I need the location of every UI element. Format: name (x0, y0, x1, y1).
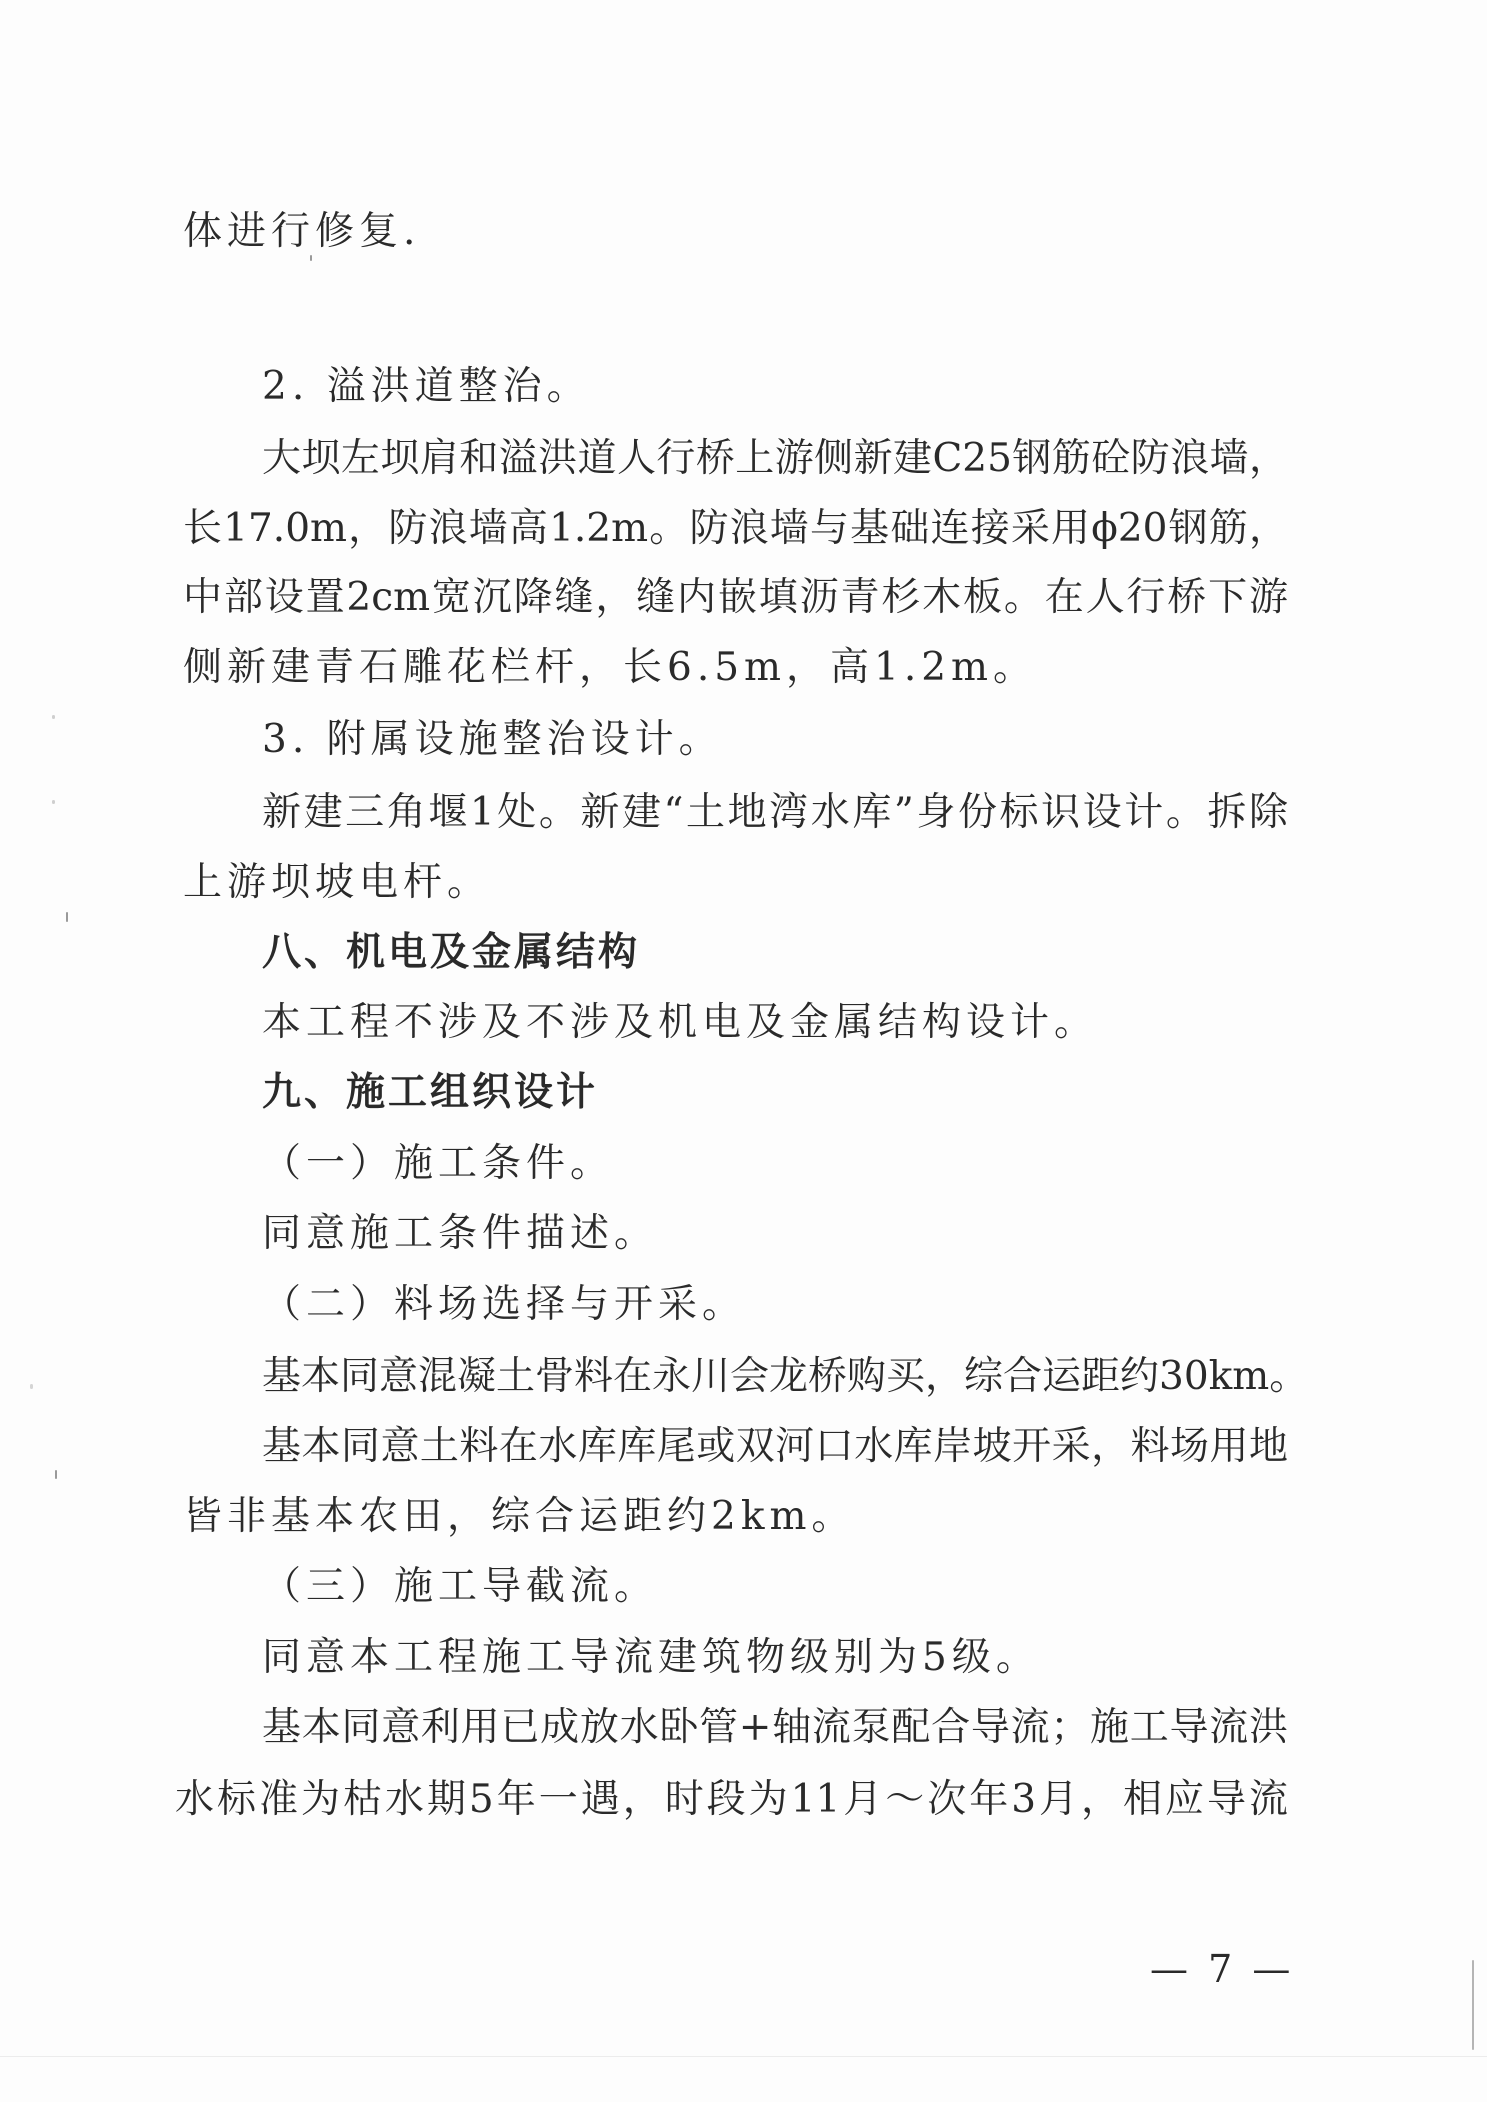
paragraph-line: 长17.0m，防浪墙高1.2m。防浪墙与基础连接采用ϕ20钢筋， (183, 506, 1288, 551)
paragraph-line: 基本同意混凝土骨料在永川会龙桥购买，综合运距约30km。 (262, 1354, 1309, 1399)
scan-speck (30, 1384, 33, 1389)
paragraph-line: 基本同意土料在水库库尾或双河口水库岸坡开采，料场用地 (262, 1424, 1288, 1469)
section-item-2: 2. 溢洪道整治。 (262, 364, 591, 409)
scan-speck (1472, 1960, 1474, 2050)
scan-speck (52, 715, 55, 719)
subsection-heading-3: （三）施工导截流。 (262, 1564, 659, 1609)
section-heading-9: 九、施工组织设计 (262, 1070, 599, 1115)
page-number: — 7 — (1150, 1947, 1295, 1991)
paragraph-line: 皆非基本农田，综合运距约2km。 (183, 1494, 856, 1539)
paragraph-line: 新建三角堰1处。新建“土地湾水库”身份标识设计。拆除 (262, 790, 1288, 835)
paragraph-line: 侧新建青石雕花栏杆，长6.5m，高1.2m。 (183, 645, 1038, 690)
scan-speck (66, 912, 68, 922)
scan-edge-line (0, 2056, 1487, 2057)
scan-speck (52, 800, 55, 804)
paragraph-line: 同意本工程施工导流建筑物级别为5级。 (262, 1635, 1040, 1680)
paragraph-line: 同意施工条件描述。 (262, 1211, 659, 1256)
paragraph-line: 水标准为枯水期5年一遇，时段为11月～次年3月，相应导流 (175, 1777, 1288, 1822)
paragraph-line: 本工程不涉及不涉及机电及金属结构设计。 (262, 1000, 1099, 1045)
section-item-3: 3. 附属设施整治设计。 (262, 717, 723, 762)
paragraph-line: 体进行修复. (183, 209, 421, 254)
subsection-heading-1: （一）施工条件。 (262, 1141, 615, 1186)
paragraph-line: 基本同意利用已成放水卧管+轴流泵配合导流；施工导流洪 (262, 1705, 1288, 1750)
paragraph-line: 大坝左坝肩和溢洪道人行桥上游侧新建C25钢筋砼防浪墙， (262, 436, 1288, 481)
paragraph-line: 中部设置2cm宽沉降缝，缝内嵌填沥青杉木板。在人行桥下游 (183, 575, 1288, 620)
scan-speck (55, 1470, 57, 1479)
subsection-heading-2: （二）料场选择与开采。 (262, 1282, 747, 1327)
paragraph-line: 上游坝坡电杆。 (183, 860, 492, 905)
section-heading-8: 八、机电及金属结构 (262, 930, 641, 975)
scan-speck (310, 255, 312, 261)
